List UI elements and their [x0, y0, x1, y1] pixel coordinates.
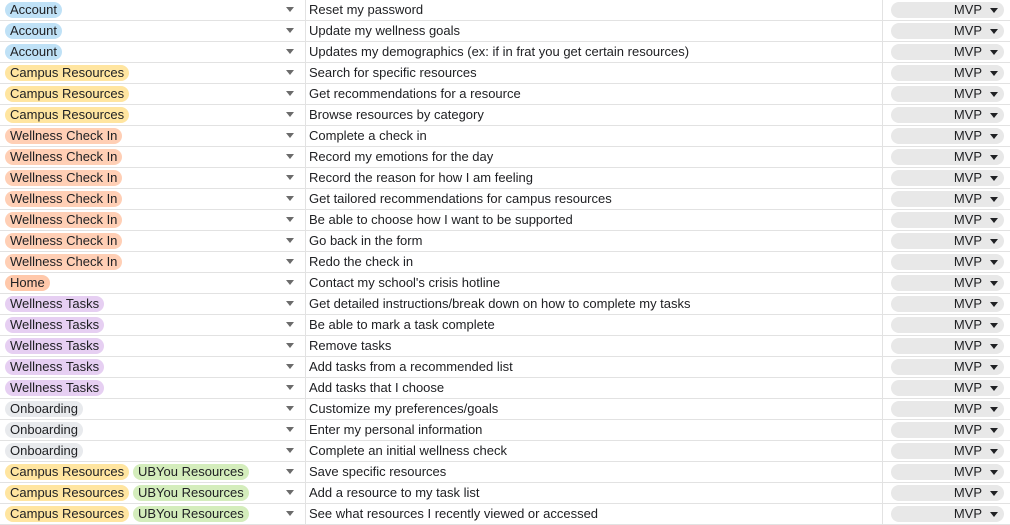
story-cell[interactable] [306, 420, 883, 441]
priority-cell [883, 42, 1010, 63]
table-row [0, 231, 1010, 252]
category-chip: Wellness Tasks [5, 296, 104, 312]
priority-cell [883, 231, 1010, 252]
priority-label: MVP [953, 296, 982, 311]
priority-cell [883, 273, 1010, 294]
triangle-down-icon [990, 50, 998, 55]
priority-label: MVP [953, 506, 982, 521]
category-cell[interactable] [0, 126, 306, 147]
story-cell[interactable] [306, 105, 883, 126]
table-row [0, 294, 1010, 315]
triangle-down-icon [990, 386, 998, 391]
chevron-down-icon[interactable] [286, 322, 294, 327]
chevron-down-icon[interactable] [286, 49, 294, 54]
priority-cell [883, 0, 1010, 21]
triangle-down-icon [990, 155, 998, 160]
category-chip: UBYou Resources [133, 464, 249, 480]
story-text: Customize my preferences/goals [309, 401, 499, 416]
priority-dropdown[interactable] [891, 233, 1004, 249]
priority-dropdown[interactable] [891, 380, 1004, 396]
story-text: Updates my demographics (ex: if in frat you get certain resources) [309, 44, 690, 59]
triangle-down-icon [990, 344, 998, 349]
table-row [0, 357, 1010, 378]
category-cell[interactable] [0, 0, 306, 21]
priority-cell [883, 462, 1010, 483]
table-row [0, 273, 1010, 294]
story-cell[interactable] [306, 210, 883, 231]
chevron-down-icon[interactable] [286, 448, 294, 453]
table-row [0, 441, 1010, 462]
table-row [0, 420, 1010, 441]
table-row [0, 21, 1010, 42]
chevron-down-icon[interactable] [286, 385, 294, 390]
category-chip: Wellness Check In [5, 170, 122, 186]
table-row [0, 126, 1010, 147]
category-cell[interactable] [0, 231, 306, 252]
priority-cell [883, 105, 1010, 126]
category-cell[interactable] [0, 336, 306, 357]
story-cell[interactable] [306, 252, 883, 273]
category-cell[interactable] [0, 210, 306, 231]
chevron-down-icon[interactable] [286, 112, 294, 117]
chevron-down-icon[interactable] [286, 364, 294, 369]
table-row [0, 378, 1010, 399]
story-cell[interactable] [306, 294, 883, 315]
priority-cell [883, 147, 1010, 168]
story-cell[interactable] [306, 357, 883, 378]
priority-cell [883, 399, 1010, 420]
category-cell[interactable] [0, 63, 306, 84]
priority-label: MVP [953, 44, 982, 59]
priority-label: MVP [953, 380, 982, 395]
story-cell[interactable] [306, 189, 883, 210]
table-row [0, 63, 1010, 84]
story-text: Add tasks from a recommended list [309, 359, 513, 374]
story-text: Get tailored recommendations for campus resources [309, 191, 612, 206]
priority-label: MVP [953, 485, 982, 500]
story-text: Enter my personal information [309, 422, 483, 437]
triangle-down-icon [990, 302, 998, 307]
priority-dropdown[interactable] [891, 338, 1004, 354]
triangle-down-icon [990, 407, 998, 412]
story-text: Contact my school's crisis hotline [309, 275, 501, 290]
category-chip: Campus Resources [5, 506, 129, 522]
story-text: Get recommendations for a resource [309, 86, 521, 101]
story-text: Redo the check in [309, 254, 414, 269]
triangle-down-icon [990, 218, 998, 223]
category-cell[interactable] [0, 315, 306, 336]
priority-label: MVP [953, 422, 982, 437]
category-chip: Campus Resources [5, 65, 129, 81]
priority-label: MVP [953, 128, 982, 143]
table-row [0, 84, 1010, 105]
priority-dropdown[interactable] [891, 422, 1004, 438]
chevron-down-icon[interactable] [286, 7, 294, 12]
category-chip: Wellness Tasks [5, 317, 104, 333]
category-chip: Onboarding [5, 443, 83, 459]
chevron-down-icon[interactable] [286, 490, 294, 495]
table-row [0, 462, 1010, 483]
story-text: Complete a check in [309, 128, 427, 143]
triangle-down-icon [990, 491, 998, 496]
table-row [0, 252, 1010, 273]
table-row [0, 42, 1010, 63]
chevron-down-icon[interactable] [286, 217, 294, 222]
triangle-down-icon [990, 281, 998, 286]
category-cell[interactable] [0, 42, 306, 63]
priority-cell [883, 294, 1010, 315]
priority-dropdown[interactable] [891, 44, 1004, 60]
category-cell[interactable] [0, 273, 306, 294]
category-chip: UBYou Resources [133, 485, 249, 501]
category-cell[interactable] [0, 483, 306, 504]
table-row [0, 336, 1010, 357]
priority-dropdown[interactable] [891, 275, 1004, 291]
story-cell[interactable] [306, 84, 883, 105]
category-chip: Campus Resources [5, 464, 129, 480]
priority-dropdown[interactable] [891, 254, 1004, 270]
story-text: Be able to choose how I want to be supported [309, 212, 573, 227]
chevron-down-icon[interactable] [286, 196, 294, 201]
priority-dropdown[interactable] [891, 23, 1004, 39]
table-row [0, 210, 1010, 231]
table-row [0, 105, 1010, 126]
story-cell[interactable] [306, 63, 883, 84]
story-text: Add a resource to my task list [309, 485, 480, 500]
priority-dropdown[interactable] [891, 485, 1004, 501]
chevron-down-icon[interactable] [286, 259, 294, 264]
category-chip: Wellness Check In [5, 128, 122, 144]
story-text: Be able to mark a task complete [309, 317, 495, 332]
chevron-down-icon[interactable] [286, 28, 294, 33]
priority-dropdown[interactable] [891, 359, 1004, 375]
triangle-down-icon [990, 449, 998, 454]
category-cell[interactable] [0, 105, 306, 126]
story-text: Add tasks that I choose [309, 380, 445, 395]
story-cell[interactable] [306, 273, 883, 294]
category-chip: Onboarding [5, 401, 83, 417]
priority-label: MVP [953, 359, 982, 374]
story-cell[interactable] [306, 231, 883, 252]
category-chip: Wellness Tasks [5, 359, 104, 375]
table-row [0, 0, 1010, 21]
triangle-down-icon [990, 8, 998, 13]
category-chip: Account [5, 2, 62, 18]
table-row [0, 168, 1010, 189]
priority-label: MVP [953, 191, 982, 206]
chevron-down-icon[interactable] [286, 280, 294, 285]
priority-label: MVP [953, 464, 982, 479]
story-cell[interactable] [306, 126, 883, 147]
story-cell[interactable] [306, 462, 883, 483]
chevron-down-icon[interactable] [286, 238, 294, 243]
category-cell[interactable] [0, 252, 306, 273]
category-chip: Wellness Tasks [5, 338, 104, 354]
category-cell[interactable] [0, 294, 306, 315]
chevron-down-icon[interactable] [286, 427, 294, 432]
priority-dropdown[interactable] [891, 2, 1004, 18]
priority-dropdown[interactable] [891, 464, 1004, 480]
priority-dropdown[interactable] [891, 296, 1004, 312]
category-chip: Wellness Check In [5, 254, 122, 270]
chevron-down-icon[interactable] [286, 469, 294, 474]
priority-dropdown[interactable] [891, 191, 1004, 207]
priority-cell [883, 378, 1010, 399]
story-text: Record the reason for how I am feeling [309, 170, 534, 185]
priority-label: MVP [953, 443, 982, 458]
story-text: Get detailed instructions/break down on how to complete my tasks [309, 296, 691, 311]
category-cell[interactable] [0, 462, 306, 483]
priority-label: MVP [953, 2, 982, 17]
priority-label: MVP [953, 338, 982, 353]
priority-label: MVP [953, 170, 982, 185]
category-cell[interactable] [0, 147, 306, 168]
story-text: Go back in the form [309, 233, 423, 248]
priority-dropdown[interactable] [891, 401, 1004, 417]
triangle-down-icon [990, 113, 998, 118]
category-chip: Wellness Check In [5, 233, 122, 249]
category-cell[interactable] [0, 399, 306, 420]
priority-cell [883, 189, 1010, 210]
priority-label: MVP [953, 233, 982, 248]
category-cell[interactable] [0, 378, 306, 399]
chevron-down-icon[interactable] [286, 343, 294, 348]
category-chip: Campus Resources [5, 485, 129, 501]
priority-dropdown[interactable] [891, 128, 1004, 144]
triangle-down-icon [990, 134, 998, 139]
category-chip: Home [5, 275, 50, 291]
chevron-down-icon[interactable] [286, 91, 294, 96]
story-text: See what resources I recently viewed or accessed [309, 506, 599, 521]
priority-label: MVP [953, 23, 982, 38]
priority-label: MVP [953, 149, 982, 164]
triangle-down-icon [990, 176, 998, 181]
story-text: Browse resources by category [309, 107, 484, 122]
priority-label: MVP [953, 254, 982, 269]
category-cell[interactable] [0, 420, 306, 441]
story-cell[interactable] [306, 168, 883, 189]
priority-cell [883, 63, 1010, 84]
priority-dropdown[interactable] [891, 170, 1004, 186]
triangle-down-icon [990, 197, 998, 202]
story-cell[interactable] [306, 315, 883, 336]
priority-dropdown[interactable] [891, 149, 1004, 165]
story-cell[interactable] [306, 0, 883, 21]
category-chip: Wellness Check In [5, 212, 122, 228]
table-row [0, 189, 1010, 210]
story-cell[interactable] [306, 441, 883, 462]
priority-label: MVP [953, 107, 982, 122]
triangle-down-icon [990, 239, 998, 244]
category-chip: Wellness Tasks [5, 380, 104, 396]
story-text: Complete an initial wellness check [309, 443, 507, 458]
priority-cell [883, 483, 1010, 504]
category-cell[interactable] [0, 168, 306, 189]
priority-dropdown[interactable] [891, 317, 1004, 333]
priority-cell [883, 315, 1010, 336]
priority-cell [883, 84, 1010, 105]
story-cell[interactable] [306, 336, 883, 357]
priority-cell [883, 420, 1010, 441]
priority-dropdown[interactable] [891, 212, 1004, 228]
triangle-down-icon [990, 29, 998, 34]
story-cell[interactable] [306, 21, 883, 42]
category-cell[interactable] [0, 357, 306, 378]
priority-dropdown[interactable] [891, 443, 1004, 459]
category-chip: UBYou Resources [133, 506, 249, 522]
category-cell[interactable] [0, 189, 306, 210]
story-cell[interactable] [306, 147, 883, 168]
category-chip: Account [5, 23, 62, 39]
table-row [0, 315, 1010, 336]
triangle-down-icon [990, 365, 998, 370]
category-chip: Wellness Check In [5, 191, 122, 207]
story-text: Update my wellness goals [309, 23, 461, 38]
table-row [0, 399, 1010, 420]
priority-cell [883, 357, 1010, 378]
triangle-down-icon [990, 323, 998, 328]
priority-label: MVP [953, 212, 982, 227]
priority-dropdown[interactable] [891, 65, 1004, 81]
story-cell[interactable] [306, 483, 883, 504]
chevron-down-icon[interactable] [286, 154, 294, 159]
priority-cell [883, 252, 1010, 273]
priority-label: MVP [953, 65, 982, 80]
triangle-down-icon [990, 71, 998, 76]
priority-label: MVP [953, 275, 982, 290]
table-row [0, 483, 1010, 504]
story-cell[interactable] [306, 42, 883, 63]
chevron-down-icon[interactable] [286, 175, 294, 180]
story-cell[interactable] [306, 378, 883, 399]
table-row [0, 147, 1010, 168]
story-text: Remove tasks [309, 338, 392, 353]
category-chip: Wellness Check In [5, 149, 122, 165]
chevron-down-icon[interactable] [286, 301, 294, 306]
chevron-down-icon[interactable] [286, 70, 294, 75]
priority-dropdown[interactable] [891, 86, 1004, 102]
chevron-down-icon[interactable] [286, 133, 294, 138]
category-chip: Account [5, 44, 62, 60]
story-text: Search for specific resources [309, 65, 477, 80]
story-cell[interactable] [306, 399, 883, 420]
priority-cell [883, 210, 1010, 231]
category-cell[interactable] [0, 441, 306, 462]
story-text: Record my emotions for the day [309, 149, 494, 164]
triangle-down-icon [990, 92, 998, 97]
triangle-down-icon [990, 470, 998, 475]
priority-label: MVP [953, 401, 982, 416]
category-chip: Campus Resources [5, 86, 129, 102]
priority-cell [883, 336, 1010, 357]
story-text: Reset my password [309, 2, 424, 17]
priority-label: MVP [953, 86, 982, 101]
category-cell[interactable] [0, 84, 306, 105]
triangle-down-icon [990, 512, 998, 517]
priority-cell [883, 126, 1010, 147]
priority-dropdown[interactable] [891, 506, 1004, 522]
priority-label: MVP [953, 317, 982, 332]
priority-cell [883, 168, 1010, 189]
category-cell[interactable] [0, 21, 306, 42]
category-chip: Campus Resources [5, 107, 129, 123]
story-text: Save specific resources [309, 464, 447, 479]
priority-dropdown[interactable] [891, 107, 1004, 123]
priority-cell [883, 21, 1010, 42]
category-chip: Onboarding [5, 422, 83, 438]
chevron-down-icon[interactable] [286, 511, 294, 516]
chevron-down-icon[interactable] [286, 406, 294, 411]
priority-cell [883, 441, 1010, 462]
triangle-down-icon [990, 428, 998, 433]
triangle-down-icon [990, 260, 998, 265]
